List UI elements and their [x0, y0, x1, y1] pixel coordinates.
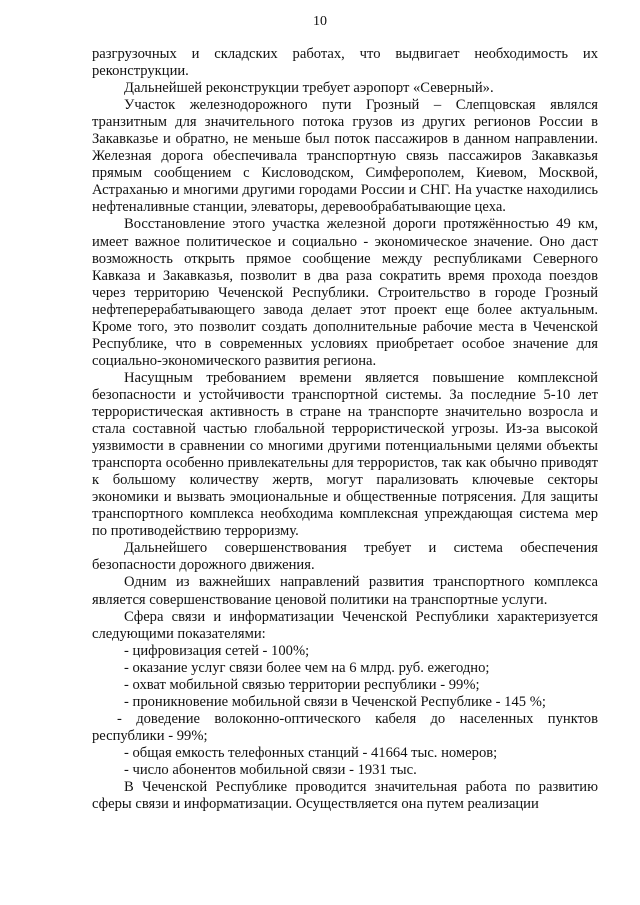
- paragraph: разгрузочных и складских работах, что выдвигает необходимость их реконструкции.: [92, 46, 598, 80]
- paragraph: В Чеченской Республике проводится значительная работа по развитию сферы связи и информатизации. Осуществляется она путем реализации: [92, 779, 598, 813]
- paragraph: Сфера связи и информатизации Чеченской Республики характеризуется следующими показателями:: [92, 608, 598, 642]
- list-item: - цифровизация сетей - 100%;: [124, 642, 310, 659]
- paragraph: Восстановление этого участка железной дороги протяжённостью 49 км, имеет важное политическое и социально - экономическое значение. Оно даст возможность открыть прямое сообщение между республиками Северного Кавказа и Закавказья, позволит в два раза сократить время прохода поездов через территорию Чеченской Республики. Строительство в городе Грозный нефтеперерабатывающего завода делает этот проект еще более актуальным. Кроме того, это позволит создать дополнительные рабочие места в Чеченской Республике, что в современных условиях приобретает особое значение для социально-экономического развития региона.: [92, 216, 598, 369]
- list-item: - охват мобильной связью территории республики - 99%;: [124, 676, 480, 693]
- list-item: - проникновение мобильной связи в Чеченской Республике - 145 %;: [124, 693, 546, 710]
- list-item: - оказание услуг связи более чем на 6 млрд. руб. ежегодно;: [124, 659, 490, 676]
- list-item: - общая емкость телефонных станций - 41664 тыс. номеров;: [124, 744, 498, 761]
- paragraph: Дальнейшей реконструкции требует аэропорт «Северный».: [124, 80, 494, 97]
- paragraph: Насущным требованием времени является повышение комплексной безопасности и устойчивости транспортной системы. За последние 5-10 лет террористическая активность в стране на транспорте значительно возросла и стала составной частью глобальной террористической угрозы. Из-за высокой уязвимости в сравнении со многими другими потенциальными целями объекты транспорта особенно привлекательны для террористов, так как обычно приводят к большому количеству жертв, могут парализовать ключевые секторы экономики и вызвать эмоциональные и общественные потрясения. Для защиты транспортного комплекса необходима комплексная упреждающая система мер по противодействию терроризму.: [92, 369, 598, 540]
- paragraph: Участок железнодорожного пути Грозный – Слепцовская являлся транзитным для значительного потока грузов из других регионов России в Закавказье и обратно, не меньше был поток пассажиров в данном направлении. Железная дорога обеспечивала транспортную связь пассажиров Закавказья прямым сообщением с Кисловодском, Симферополем, Киевом, Москвой, Астраханью и многими другими городами России и СНГ. На участке находились нефтеналивные станции, элеваторы, деревообрабатывающие цеха.: [92, 97, 598, 216]
- paragraph: Дальнейшего совершенствования требует и система обеспечения безопасности дорожного движения.: [92, 540, 598, 574]
- list-item: - число абонентов мобильной связи - 1931 тыс.: [124, 761, 417, 778]
- paragraph: Одним из важнейших направлений развития транспортного комплекса является совершенствование ценовой политики на транспортные услуги.: [92, 574, 598, 608]
- document-body: [92, 46, 598, 813]
- page-number: 10: [313, 14, 327, 29]
- list-item: - доведение волоконно-оптического кабеля до населенных пунктов республики - 99%;: [92, 710, 598, 744]
